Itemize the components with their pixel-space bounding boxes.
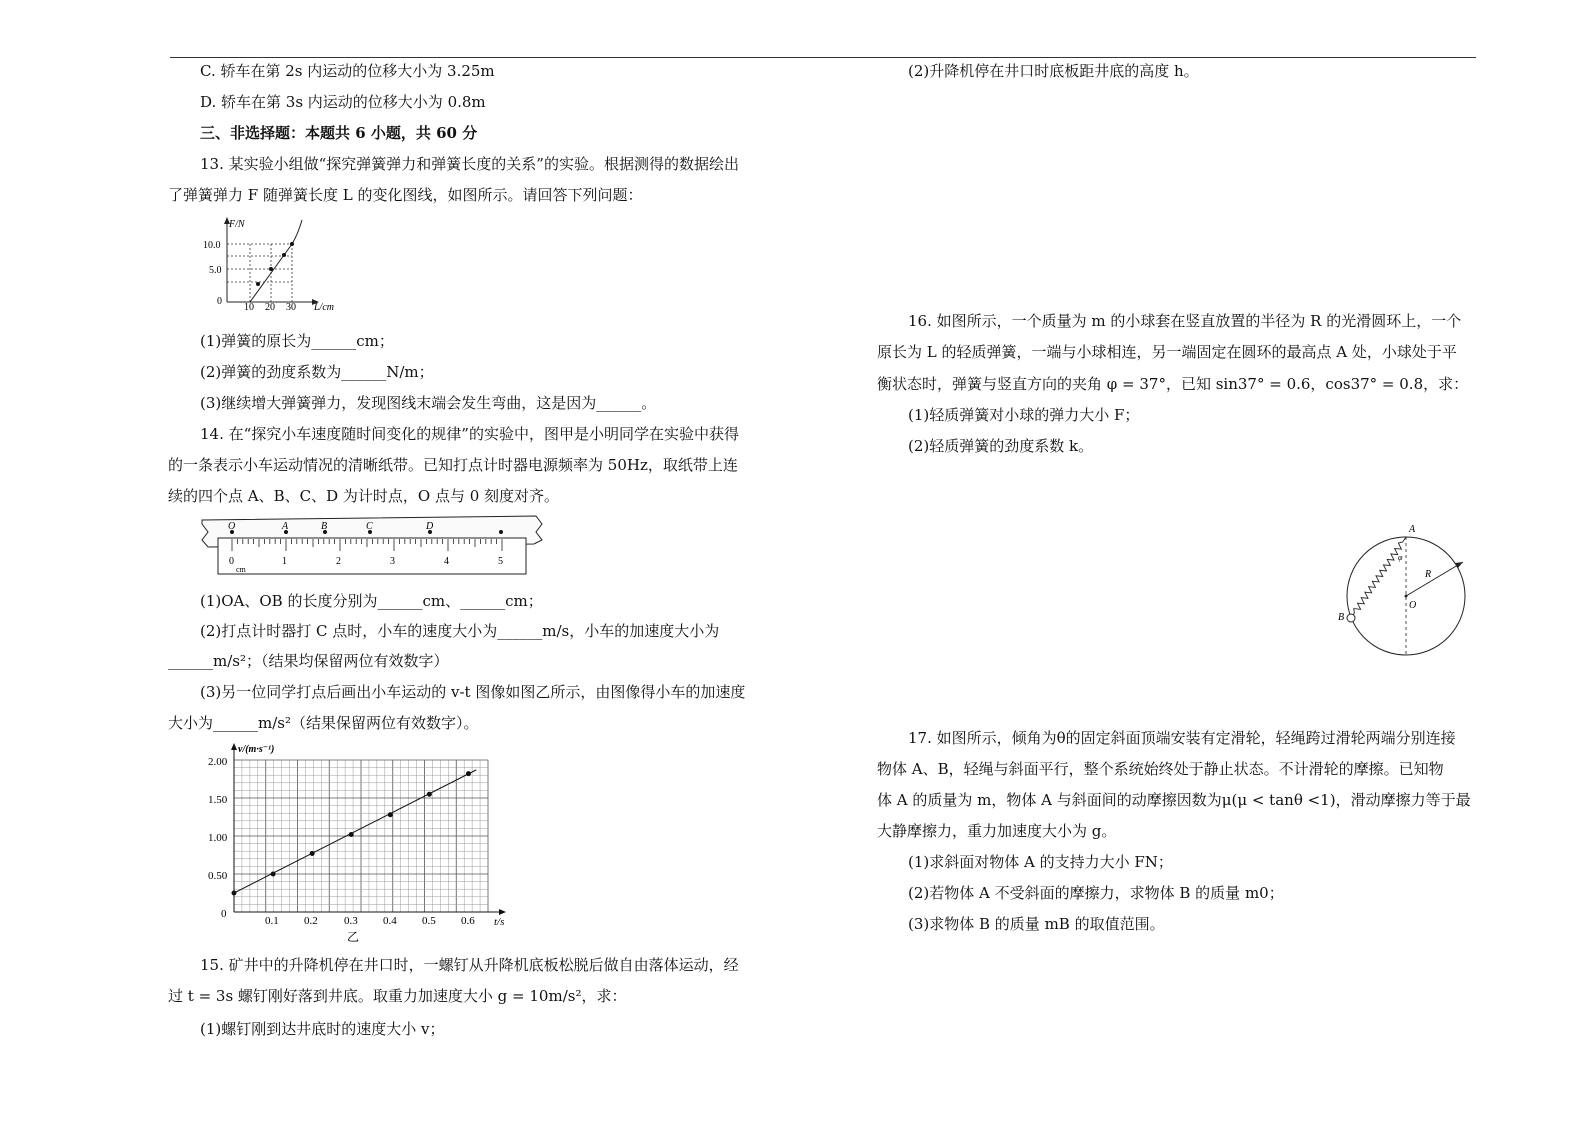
fig14b-ytick: 2.00 <box>208 756 228 768</box>
fig16-radius <box>1406 562 1463 596</box>
fig14b-ylabel: v/(m·s⁻¹) <box>238 744 275 755</box>
q15-line2: 过 t = 3s 螺钉刚好落到井底。取重力加速度大小 g = 10m/s²，求： <box>168 987 627 1005</box>
fig14b-xlabel: t/s <box>494 916 505 928</box>
fig16-label-phi: φ <box>1398 553 1403 562</box>
q17-sub1: (1)求斜面对物体 A 的支持力大小 FN； <box>908 853 1173 871</box>
q17-line4: 大静摩擦力，重力加速度大小为 g。 <box>877 822 1117 840</box>
option-c: C. 轿车在第 2s 内运动的位移大小为 3.25m <box>200 62 495 80</box>
fig14a-label-c: C <box>366 521 373 532</box>
fig14b-marks <box>232 770 477 896</box>
q16-line3: 衡状态时，弹簧与竖直方向的夹角 φ = 37°，已知 sin37° = 0.6，cos37° = 0.8，求： <box>877 375 1469 393</box>
fig14a-label-d: D <box>426 521 434 532</box>
data-point <box>271 872 276 877</box>
fig13-point <box>290 242 294 246</box>
q16-sub1: (1)轻质弹簧对小球的弹力大小 F； <box>908 406 1140 424</box>
fig14a-scale-2: 2 <box>336 556 341 567</box>
data-point <box>349 832 354 837</box>
q16-sub2: (2)轻质弹簧的劲度系数 k。 <box>908 437 1094 455</box>
fig14a-label-a: A <box>282 521 289 532</box>
fig13-point <box>269 267 273 271</box>
fit-line <box>234 770 476 893</box>
q14-sub3a: (3)另一位同学打点后画出小车运动的 v-t 图像如图乙所示，由图像得小车的加速度 <box>200 683 746 701</box>
q14-line2: 的一条表示小车运动情况的清晰纸带。已知打点计时器电源频率为 50Hz，取纸带上连 <box>168 456 738 474</box>
q13-sub3: (3)继续增大弹簧弹力，发现图线末端会发生弯曲，这是因为______。 <box>200 394 657 412</box>
fig14b-origin: 0 <box>221 908 227 920</box>
fig16-label-o: O <box>1409 600 1417 611</box>
q17-sub2: (2)若物体 A 不受斜面的摩擦力，求物体 B 的质量 m0； <box>908 884 1284 902</box>
q13-sub2: (2)弹簧的劲度系数为______N/m； <box>200 363 434 381</box>
header-rule <box>170 57 1476 58</box>
data-point <box>388 812 393 817</box>
q17-line3: 体 A 的质量为 m，物体 A 与斜面间的动摩擦因数为μ(μ < tanθ <1)，滑动摩擦力等于最 <box>877 791 1471 809</box>
fig14a-scale-0: 0 <box>229 556 234 567</box>
fig16-center <box>1405 595 1408 598</box>
q17-line2: 物体 A、B，轻绳与斜面平行，整个系统始终处于静止状态。不计滑轮的摩擦。已知物 <box>877 760 1444 778</box>
fig14a-tape <box>196 512 552 578</box>
data-point <box>466 771 471 776</box>
q17-line1: 17. 如图所示，倾角为θ的固定斜面顶端安装有定滑轮，轻绳跨过滑轮两端分别连接 <box>908 729 1456 747</box>
q14-sub2b: ______m/s²；（结果均保留两位有效数字） <box>168 652 449 670</box>
x-axis-arrow <box>499 909 506 915</box>
fig14a-unit: cm <box>236 565 246 574</box>
fig13-graph <box>195 214 345 314</box>
fig14b-ytick: 0.50 <box>208 870 228 882</box>
fig14a-label-o: O <box>228 521 236 532</box>
q16-line2: 原长为 L 的轻质弹簧，一端与小球相连，另一端固定在圆环的最高点 A 处，小球处于平 <box>877 343 1457 361</box>
q14-sub1: (1)OA、OB 的长度分别为______cm、______cm； <box>200 592 543 610</box>
q16-line1: 16. 如图所示，一个质量为 m 的小球套在竖直放置的半径为 R 的光滑圆环上，一个 <box>908 312 1462 330</box>
q15-sub2: (2)升降机停在井口时底板距井底的高度 h。 <box>908 62 1199 80</box>
fig14b-xtick: 0.1 <box>265 915 279 927</box>
fig16-label-r: R <box>1425 569 1432 580</box>
fig13-xlabel: L/cm <box>314 302 334 313</box>
fig13-point <box>282 253 286 257</box>
fig14b-ytick: 1.50 <box>208 794 228 806</box>
fig14a-scale-1: 1 <box>282 556 287 567</box>
fig14a-scale-4: 4 <box>444 556 449 567</box>
fig16-ring-diagram <box>1330 516 1480 664</box>
fig13-point <box>256 282 260 286</box>
fig14b-xtick: 0.3 <box>344 915 358 927</box>
fig13-curve <box>250 220 302 302</box>
fig14a-scale-5: 5 <box>498 556 503 567</box>
fig14b-xtick: 0.5 <box>422 915 436 927</box>
fig16-label-b: B <box>1338 612 1345 623</box>
data-point <box>310 851 315 856</box>
fig14b-vt-chart <box>196 740 516 945</box>
q14-sub3b: 大小为______m/s²（结果保留两位有效数字）。 <box>168 714 479 732</box>
q14-line1: 14. 在“探究小车速度随时间变化的规律”的实验中，图甲是小明同学在实验中获得 <box>200 425 739 443</box>
fig14b-title: 乙 <box>347 930 360 944</box>
fig13-xtick-10: 10 <box>244 302 254 313</box>
q13-sub1: (1)弹簧的原长为______cm； <box>200 332 394 350</box>
fig13-gridlines <box>227 244 292 302</box>
fig14b-ytick: 1.00 <box>208 832 228 844</box>
fig13-ytick-10: 10.0 <box>203 240 221 251</box>
q13-line2: 了弹簧弹力 F 随弹簧长度 L 的变化图线，如图所示。请回答下列问题： <box>168 186 643 204</box>
section-title: 三、非选择题：本题共 6 小题，共 60 分 <box>200 124 478 142</box>
fig16-ball <box>1347 614 1355 622</box>
fig14a-label-b: B <box>321 521 328 532</box>
q17-sub3: (3)求物体 B 的质量 mB 的取值范围。 <box>908 915 1165 933</box>
fig13-ytick-5: 5.0 <box>209 265 222 276</box>
q14-sub2a: (2)打点计时器打 C 点时，小车的速度大小为______m/s，小车的加速度大小为 <box>200 622 720 640</box>
fig14b-xtick: 0.4 <box>383 915 397 927</box>
fig13-xtick-20: 20 <box>265 302 275 313</box>
tape-dot <box>499 530 503 534</box>
fig13-ylabel: F/N <box>229 219 245 230</box>
option-d: D. 轿车在第 3s 内运动的位移大小为 0.8m <box>200 93 486 111</box>
data-point <box>232 891 237 896</box>
q14-line3: 续的四个点 A、B、C、D 为计时点，O 点与 0 刻度对齐。 <box>168 487 560 505</box>
fig14a-scale-3: 3 <box>390 556 395 567</box>
y-axis-arrow <box>231 743 237 750</box>
q15-line1: 15. 矿井中的升降机停在井口时，一螺钉从升降机底板松脱后做自由落体运动，经 <box>200 956 739 974</box>
fig14b-xtick: 0.2 <box>304 915 318 927</box>
q13-line1: 13. 某实验小组做“探究弹簧弹力和弹簧长度的关系”的实验。根据测得的数据绘出 <box>200 155 739 173</box>
data-point <box>427 792 432 797</box>
fig16-label-a: A <box>1409 524 1416 535</box>
fig16-spring <box>1351 537 1406 618</box>
fig13-origin: 0 <box>217 296 222 307</box>
fig13-xtick-30: 30 <box>286 302 296 313</box>
q15-sub1: (1)螺钉刚到达井底时的速度大小 v； <box>200 1020 445 1038</box>
fig14b-xtick: 0.6 <box>461 915 475 927</box>
